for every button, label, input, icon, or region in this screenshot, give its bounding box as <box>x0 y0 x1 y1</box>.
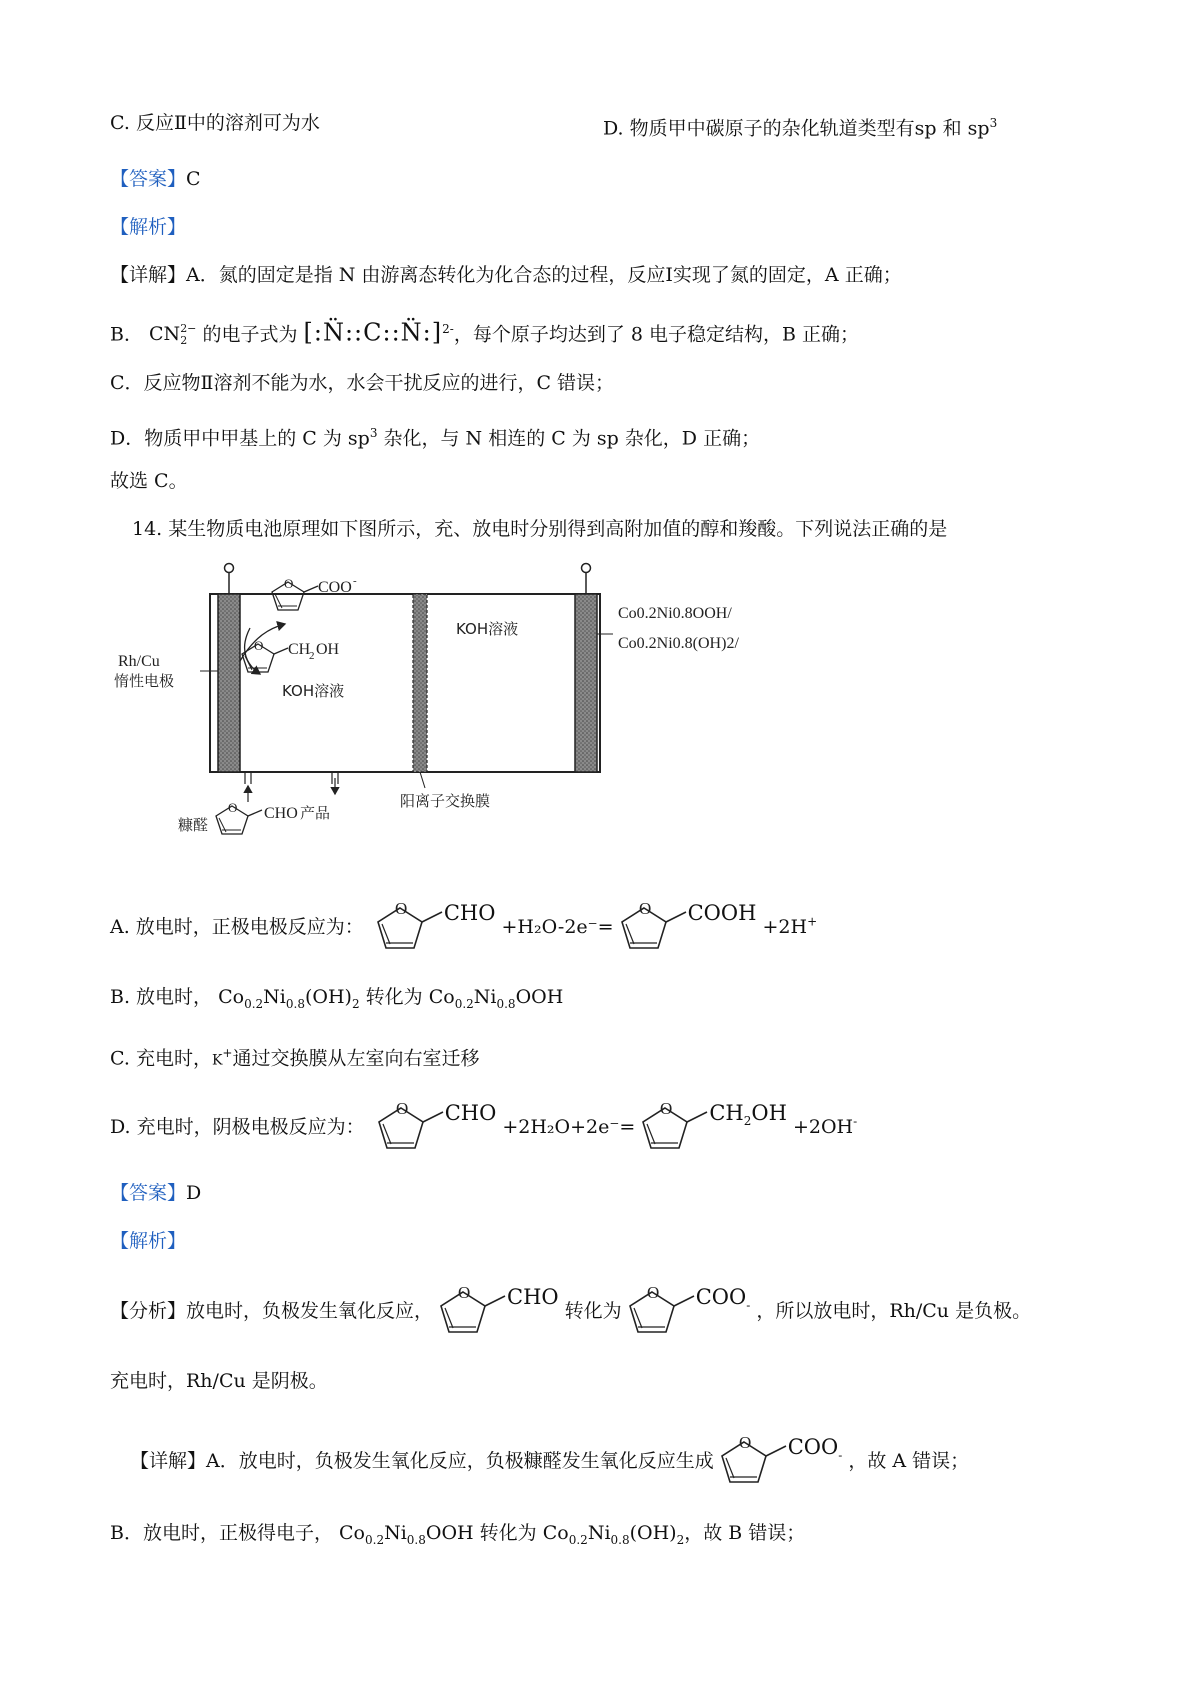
option-c-pre: C. 充电时， <box>110 1047 212 1070</box>
q14-analysis-tag: 【解析】 <box>110 1230 187 1252</box>
electron-dot-formula: [:N̈::C::N̈:] <box>303 318 443 347</box>
q14-answer <box>110 1178 201 1208</box>
q14-stem: 14. 某生物质电池原理如下图所示，充、放电时分别得到高附加值的醇和羧酸。下列说法正确的是 <box>132 518 948 540</box>
formula-co-ni-ooh: $Co_{0.2}Ni_{0.8}OOH$ <box>428 986 564 1011</box>
furan-icon <box>622 1282 696 1342</box>
detail-a-sup: - <box>838 1448 843 1463</box>
q13-choose: 故选 C。 <box>110 470 188 492</box>
detail-b-mid: 转化为 <box>479 1522 537 1544</box>
option-b-mid: 转化为 <box>365 986 423 1008</box>
q13-detail-b <box>110 314 859 349</box>
svg-text:O: O <box>660 1099 673 1118</box>
right-terminal <box>582 564 591 573</box>
detail-a-coo: COO <box>787 1435 839 1459</box>
k-sup: + <box>222 1046 233 1060</box>
furan-icon <box>371 1098 445 1158</box>
answer-value: C <box>186 168 201 190</box>
right-electrode <box>575 594 597 772</box>
battery-diagram <box>110 556 770 856</box>
cn-text: CN <box>149 323 181 346</box>
q13-detail-c: C．反应物Ⅱ溶剂不能为水，水会干扰反应的进行，C 错误； <box>110 372 615 394</box>
q14-detail-b <box>110 1518 805 1555</box>
option-a-cooh: COOH <box>687 901 757 925</box>
cho-label: CHO <box>264 805 298 822</box>
analysis-coo: COO <box>695 1285 747 1309</box>
option-d-post: +2OH <box>792 1116 854 1138</box>
option-a-cho: CHO <box>443 901 496 925</box>
option-d-ch2oh: $CH_2OH$ <box>709 1101 787 1129</box>
coo-label: COO <box>318 579 352 596</box>
svg-text:O: O <box>254 638 264 653</box>
ch2oh-label: CH <box>288 641 311 658</box>
furan-icon <box>370 898 444 958</box>
answer-tag: 【答案】 <box>110 168 187 190</box>
q13-option-d-text: D. 物质甲中碳原子的杂化轨道类型有 <box>603 117 915 140</box>
cell-outline <box>210 594 600 772</box>
right-electrode-label-2: Co0.2Ni0.8(OH)2/ <box>618 635 739 652</box>
cn2-formula <box>149 322 197 348</box>
q13-detail-a: 【详解】A．氮的固定是指 N 由游离态转化为化合态的过程，反应Ⅰ实现了氮的固定，A 正确； <box>110 264 902 286</box>
membrane <box>413 594 427 772</box>
detail-d-post: 杂化，与 N 相连的 C 为 sp 杂化，D 正确； <box>377 427 761 450</box>
q13-option-d <box>603 108 997 143</box>
furan-ch2oh-structure <box>242 638 288 672</box>
left-electrode <box>218 594 240 772</box>
option-d-sup: - <box>853 1114 858 1129</box>
answer-tag: 【答案】 <box>110 1182 187 1204</box>
svg-text:O: O <box>228 800 238 815</box>
answer-value: D <box>186 1182 202 1204</box>
analysis-sup: - <box>746 1298 751 1313</box>
q14-analysis-line2: 充电时，Rh/Cu 是阴极。 <box>110 1370 328 1392</box>
detail-d-pre: D．物质甲中甲基上的 C 为 sp <box>110 427 370 450</box>
cn-sub: 2 <box>180 334 188 348</box>
detail-a-post: ，故 A 错误； <box>848 1450 970 1472</box>
sp3-sup: 3 <box>989 116 998 130</box>
and-text: 和 <box>936 117 962 140</box>
furan-icon <box>614 898 688 958</box>
q14-option-a <box>110 898 817 958</box>
right-electrode-label-1: Co0.2Ni0.8OOH/ <box>618 605 732 622</box>
furfural-label: 糠醛 <box>178 816 209 834</box>
formula-co-ni-oh2: $Co_{0.2}Ni_{0.8}(OH)_2$ <box>542 1522 685 1547</box>
detail-b-mid: 的电子式为 <box>202 323 298 346</box>
ch2oh-sub: 2 <box>309 650 315 662</box>
option-c-post: 通过交换膜从左室向右室迁移 <box>232 1047 480 1070</box>
furan-icon <box>714 1432 788 1492</box>
analysis-cho: CHO <box>507 1285 559 1309</box>
option-a-pre: A. 放电时，正极电极反应为： <box>110 916 364 938</box>
svg-text:O: O <box>395 1099 408 1118</box>
q14-option-c <box>110 1038 480 1075</box>
rhcu-label: Rh/Cu <box>118 653 160 670</box>
q14-detail-a <box>130 1432 969 1492</box>
furfural-structure <box>216 800 262 834</box>
coo-sup: - <box>353 575 357 587</box>
sp-text: sp <box>914 117 937 140</box>
detail-b-pre: B．放电时，正极得电子， <box>110 1522 333 1544</box>
ch2oh-tail: OH <box>316 641 340 658</box>
k-ion: K <box>211 1052 223 1069</box>
inert-electrode-label: 惰性电极 <box>114 672 175 690</box>
option-d-mid: +2H₂O+2e⁻= <box>502 1116 636 1138</box>
detail-d-sup: 3 <box>369 426 378 440</box>
furan-icon <box>635 1098 709 1158</box>
formula-co-ni-oh2: $Co_{0.2}Ni_{0.8}(OH)_2$ <box>218 986 360 1011</box>
sp3-text: sp <box>967 117 990 140</box>
option-d-cho: CHO <box>444 1101 497 1125</box>
q13-detail-d <box>110 418 760 453</box>
q14-option-b <box>110 982 563 1019</box>
analysis-mid: 转化为 <box>564 1300 622 1322</box>
electron-dot-charge: 2- <box>442 322 454 336</box>
svg-text:O: O <box>646 1283 659 1302</box>
option-a-post: +2H <box>762 916 808 938</box>
koh-left-label: KOH溶液 <box>282 682 345 700</box>
q14-analysis <box>110 1282 1031 1342</box>
option-a-sup: + <box>807 914 818 929</box>
svg-text:O: O <box>638 899 651 918</box>
koh-right-label: KOH溶液 <box>456 620 519 638</box>
option-a-mid: +H₂O-2e⁻= <box>501 916 614 938</box>
product-label: 产品 <box>300 804 331 822</box>
detail-b-post: ，故 B 错误； <box>684 1522 806 1544</box>
option-b-pre: B. 放电时， <box>110 986 213 1008</box>
svg-text:O: O <box>738 1433 752 1452</box>
analysis-pre: 【分析】放电时，负极发生氧化反应， <box>110 1300 434 1322</box>
detail-a-pre: 【详解】A．放电时，负极发生氧化反应，负极糠醛发生氧化反应生成 <box>130 1450 714 1472</box>
left-terminal <box>225 564 234 573</box>
cn-sup: 2− <box>180 322 197 336</box>
q13-option-c: C. 反应Ⅱ中的溶剂可为水 <box>110 112 320 134</box>
analysis-post: ，所以放电时，Rh/Cu 是负极。 <box>756 1300 1032 1322</box>
detail-b-post: ，每个原子均达到了 8 电子稳定结构，B 正确； <box>453 323 859 346</box>
furan-icon <box>433 1282 507 1342</box>
svg-text:O: O <box>394 899 408 918</box>
option-d-pre: D. 充电时，阴极电极反应为： <box>110 1116 365 1138</box>
membrane-label: 阳离子交换膜 <box>400 792 491 810</box>
svg-text:O: O <box>458 1283 471 1302</box>
q13-answer <box>110 164 201 194</box>
svg-text:O: O <box>284 576 294 591</box>
detail-b-prefix: B． <box>110 323 143 346</box>
q13-analysis-tag: 【解析】 <box>110 216 187 238</box>
formula-co-ni-ooh: $Co_{0.2}Ni_{0.8}OOH$ <box>339 1522 474 1547</box>
q14-option-d <box>110 1098 857 1158</box>
